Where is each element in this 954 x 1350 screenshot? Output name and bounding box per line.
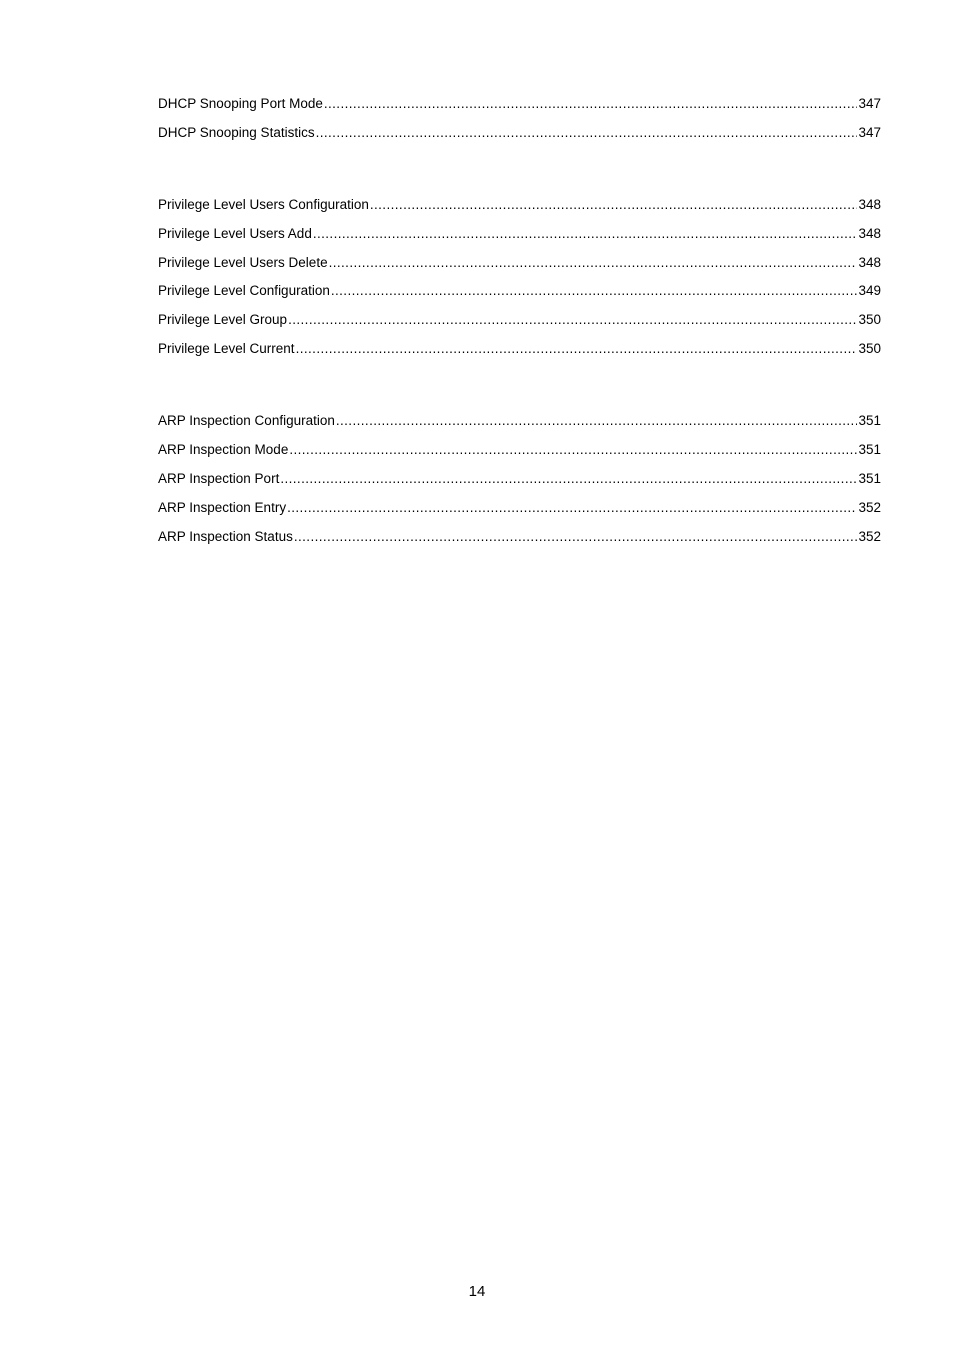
dot-leader: [280, 469, 857, 489]
toc-entry-title: Privilege Level Configuration: [158, 283, 330, 299]
toc-entry[interactable]: [158, 339, 881, 368]
dot-leader: [329, 253, 858, 273]
toc-entry[interactable]: [158, 123, 881, 152]
toc-entry-page: 352: [858, 528, 881, 544]
toc-entry-title: Privilege Level Current: [158, 341, 295, 357]
toc-entry[interactable]: [158, 469, 881, 498]
toc-entry-page: 348: [858, 254, 881, 270]
toc-entry[interactable]: [158, 498, 881, 527]
toc-group-privilege-level: [158, 195, 881, 368]
toc-entry-page: 352: [858, 499, 881, 515]
toc-entry-title: DHCP Snooping Port Mode: [158, 96, 323, 111]
dot-leader: [316, 123, 858, 143]
dot-leader: [336, 411, 858, 431]
toc-entry-title: ARP Inspection Status: [158, 528, 293, 544]
dot-leader: [313, 224, 858, 244]
dot-leader: [288, 310, 857, 330]
toc-entry-page: 351: [858, 413, 881, 429]
toc-entry-page: 348: [858, 225, 881, 241]
toc-entry[interactable]: [158, 310, 881, 339]
dot-leader: [296, 339, 858, 359]
toc-entry-title: ARP Inspection Mode: [158, 442, 289, 458]
toc-entry[interactable]: [158, 440, 881, 469]
toc-entry-page: 351: [858, 442, 881, 458]
toc-entry-page: 347: [858, 96, 881, 111]
dot-leader: [324, 94, 858, 114]
toc-entry-page: 350: [858, 341, 881, 357]
dot-leader: [370, 195, 858, 215]
toc-entry-page: 348: [858, 196, 881, 212]
toc-entry[interactable]: [158, 411, 881, 440]
dot-leader: [331, 281, 858, 301]
toc-entry[interactable]: [158, 253, 881, 282]
toc-entry-title: Privilege Level Users Add: [158, 225, 312, 241]
toc-group-dhcp-snooping: [158, 94, 881, 152]
toc-entry-title: Privilege Level Users Delete: [158, 254, 328, 270]
toc-entry[interactable]: [158, 224, 881, 253]
toc-entry[interactable]: [158, 94, 881, 123]
toc-entry-page: 347: [858, 124, 881, 140]
toc-entry-page: 349: [858, 283, 881, 299]
toc-entry-page: 351: [858, 470, 881, 486]
toc-entry[interactable]: [158, 527, 881, 556]
page-number: 14: [468, 1283, 486, 1300]
toc-entry-title: ARP Inspection Entry: [158, 499, 287, 515]
toc-entry-title: ARP Inspection Configuration: [158, 413, 335, 429]
table-of-contents: [158, 94, 881, 556]
toc-entry-title: Privilege Level Group: [158, 312, 288, 328]
dot-leader: [294, 527, 858, 547]
toc-entry-page: 350: [858, 312, 881, 328]
dot-leader: [289, 440, 857, 460]
toc-entry-title: ARP Inspection Port: [158, 470, 280, 486]
toc-entry[interactable]: [158, 195, 881, 224]
toc-group-arp-inspection: [158, 411, 881, 555]
toc-entry-title: DHCP Snooping Statistics: [158, 124, 315, 140]
toc-entry[interactable]: [158, 281, 881, 310]
toc-entry-title: Privilege Level Users Configuration: [158, 196, 369, 212]
dot-leader: [287, 498, 857, 518]
